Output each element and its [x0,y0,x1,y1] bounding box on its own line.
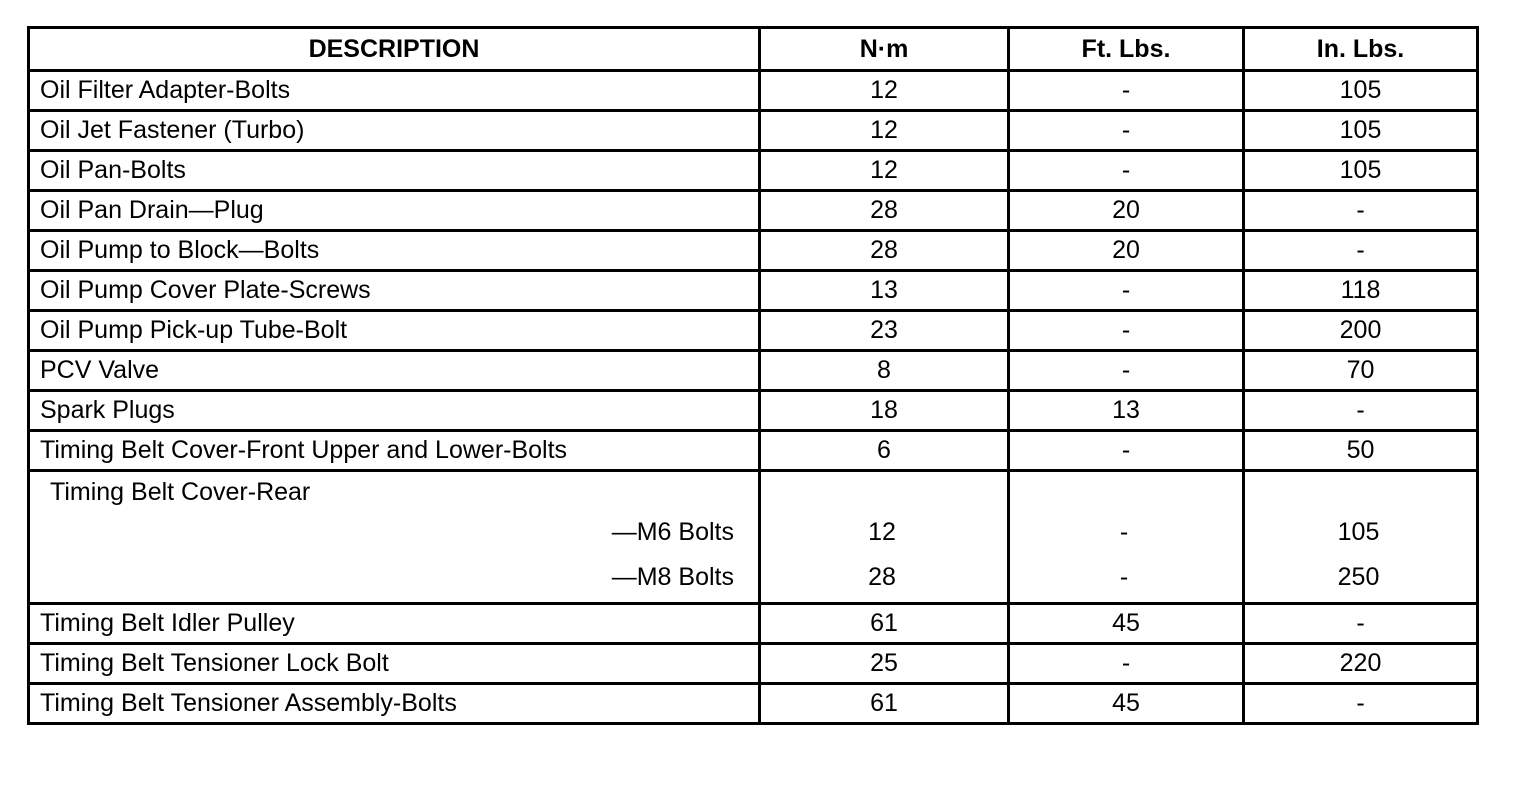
cell-description: Oil Pan-Bolts [29,151,760,191]
cell-ft-lbs: - [1009,644,1244,684]
cell-in-lbs: 50 [1244,431,1478,471]
table-row [29,351,1478,391]
cell-nm: 12 [760,151,1009,191]
sub-row-description: —M8 Bolts [611,563,734,591]
cell-description: Oil Pump Cover Plate-Screws [29,271,760,311]
group-title: Timing Belt Cover-Rear [50,478,311,506]
cell-in-lbs: 200 [1244,311,1478,351]
header-in-lbs: In. Lbs. [1244,28,1478,71]
cell-in-lbs: - [1244,391,1478,431]
cell-nm: 61 [760,604,1009,644]
cell-description: Timing Belt Idler Pulley [29,604,760,644]
table-row [29,684,1478,724]
sub-row-ft-lbs: - [1119,518,1129,546]
sub-row-in-lbs: 250 [1337,563,1380,591]
table-row-group [29,471,1478,604]
cell-in-lbs: 220 [1244,644,1478,684]
cell-ft-lbs: - [1009,71,1244,111]
cell-description: Oil Pump to Block—Bolts [29,231,760,271]
cell-description: Oil Jet Fastener (Turbo) [29,111,760,151]
cell-nm: 28 [760,231,1009,271]
cell-in-lbs: - [1244,191,1478,231]
cell-in-lbs: - [1244,604,1478,644]
cell-description: Oil Filter Adapter-Bolts [29,71,760,111]
cell-ft-lbs: - [1009,151,1244,191]
cell-ft-lbs: 20 [1009,231,1244,271]
cell-nm: 28 [760,191,1009,231]
table-row [29,231,1478,271]
cell-nm: 23 [760,311,1009,351]
table-body [29,71,1478,724]
cell-nm: 12 [760,71,1009,111]
cell-in-lbs-group [1244,471,1478,604]
cell-in-lbs: 105 [1244,111,1478,151]
group-spacer [1255,472,1466,512]
cell-description: Timing Belt Tensioner Lock Bolt [29,644,760,684]
sub-row-nm: 28 [868,563,896,591]
cell-nm: 6 [760,431,1009,471]
sub-row-description: —M6 Bolts [611,518,734,546]
header-description: DESCRIPTION [29,28,760,71]
cell-description: Oil Pump Pick-up Tube-Bolt [29,311,760,351]
cell-ft-lbs: - [1009,431,1244,471]
table-row [29,391,1478,431]
cell-description: Spark Plugs [29,391,760,431]
cell-nm: 8 [760,351,1009,391]
cell-in-lbs: 105 [1244,151,1478,191]
table-row [29,191,1478,231]
cell-in-lbs: - [1244,684,1478,724]
table-row [29,71,1478,111]
table-header [29,28,1478,71]
cell-ft-lbs: - [1009,271,1244,311]
cell-ft-lbs-group [1009,471,1244,604]
cell-ft-lbs: 45 [1009,604,1244,644]
sub-row-ft-lbs: - [1119,563,1129,591]
cell-nm: 18 [760,391,1009,431]
table-row [29,111,1478,151]
cell-nm: 25 [760,644,1009,684]
header-ft-lbs: Ft. Lbs. [1009,28,1244,71]
cell-description: PCV Valve [29,351,760,391]
torque-spec-table [27,26,1479,725]
cell-ft-lbs: - [1009,311,1244,351]
table-row [29,604,1478,644]
cell-description: Timing Belt Tensioner Assembly-Bolts [29,684,760,724]
group-spacer [1020,472,1232,512]
sub-row-nm: 12 [868,518,896,546]
cell-description: Oil Pan Drain—Plug [29,191,760,231]
cell-ft-lbs: - [1009,351,1244,391]
cell-description-group [29,471,760,604]
table-row [29,151,1478,191]
cell-in-lbs: 105 [1244,71,1478,111]
sub-row-in-lbs: 105 [1337,518,1380,546]
header-row [29,28,1478,71]
cell-in-lbs: 70 [1244,351,1478,391]
table-row [29,431,1478,471]
cell-ft-lbs: 45 [1009,684,1244,724]
group-spacer [771,472,997,512]
table-row [29,311,1478,351]
table-row [29,271,1478,311]
cell-description: Timing Belt Cover-Front Upper and Lower-Bolts [29,431,760,471]
cell-nm-group [760,471,1009,604]
table-row [29,644,1478,684]
cell-ft-lbs: - [1009,111,1244,151]
cell-in-lbs: 118 [1244,271,1478,311]
cell-ft-lbs: 13 [1009,391,1244,431]
cell-in-lbs: - [1244,231,1478,271]
cell-nm: 12 [760,111,1009,151]
cell-nm: 13 [760,271,1009,311]
cell-nm: 61 [760,684,1009,724]
cell-ft-lbs: 20 [1009,191,1244,231]
header-nm: N·m [760,28,1009,71]
